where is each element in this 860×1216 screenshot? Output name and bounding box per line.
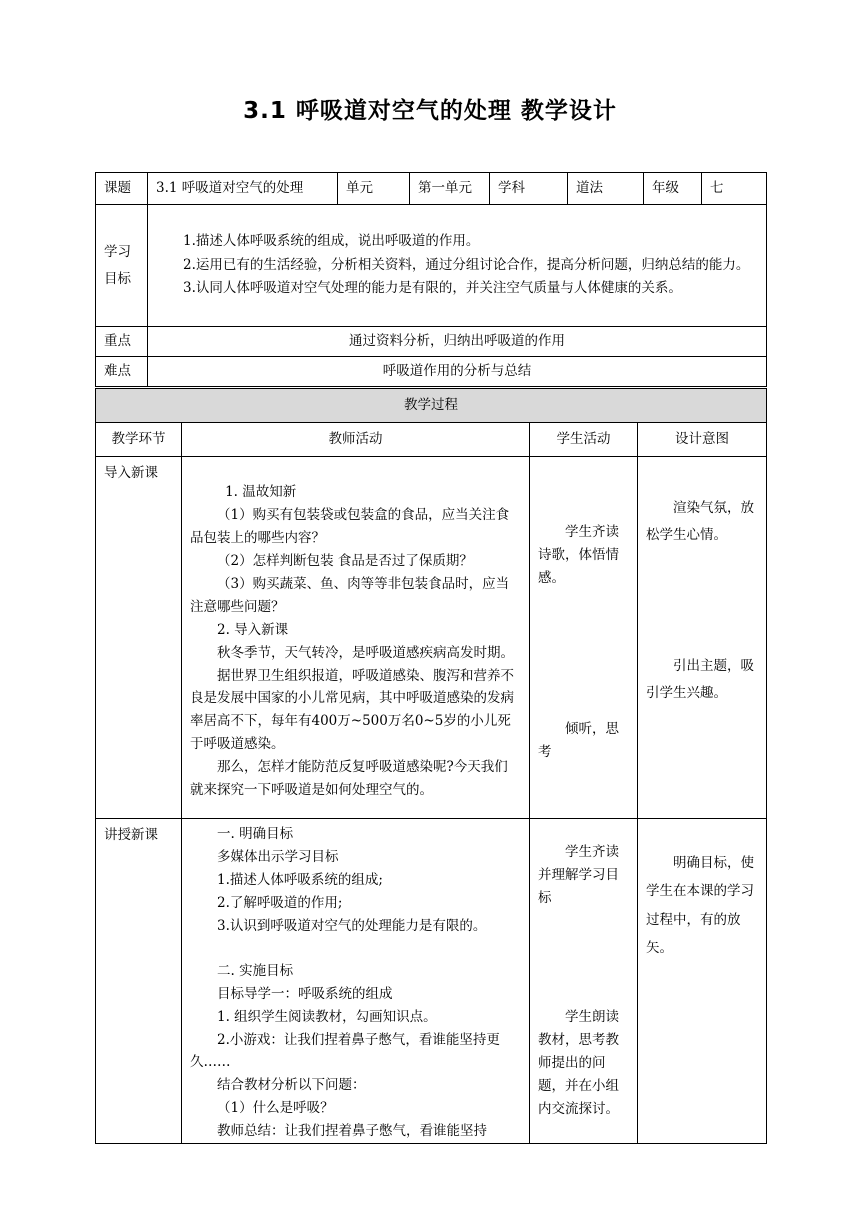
goal-item: 3.认同人体呼吸道对空气处理的能力是有限的，并关注空气质量与人体健康的关系。 xyxy=(183,280,682,297)
teacher-activity: 一. 明确目标 多媒体出示学习目标 1.描述人体呼吸系统的组成; 2.了解呼吸道的作用; 3.认识到呼吸道对空气的处理能力是有限的。 二. 实施目标 目标导学一：呼吸系统的组成 1. 组织学生阅读教材，勾画知识点。 2.小游戏：让我们捏着鼻子憋气，看谁能坚持更久…… 结合教材分析以下问题： （1）什么是呼吸？ 教师总结：让我们捏着鼻子憋气，看谁能坚持 xyxy=(182,819,530,1144)
student-activity: 学生齐读并理解学习目标 学生朗读教材，思考教师提出的问题，并在小组内交流探讨。 xyxy=(530,819,638,1144)
goal-item: 1.描述人体呼吸系统的组成，说出呼吸道的作用。 xyxy=(183,233,480,250)
subject-value: 道法 xyxy=(568,173,644,205)
unit-value: 第一单元 xyxy=(410,173,490,205)
unit-label: 单元 xyxy=(338,173,410,205)
key-label: 重点 xyxy=(96,327,148,357)
student-activity: 学生齐读诗歌，体悟情感。 倾听，思考 xyxy=(530,457,638,819)
course-label: 课题 xyxy=(96,173,148,205)
table-row xyxy=(96,457,767,819)
column-header: 教学环节 xyxy=(96,423,182,457)
key-value: 通过资料分析，归纳出呼吸道的作用 xyxy=(148,327,767,357)
info-table xyxy=(95,172,767,387)
grade-label: 年级 xyxy=(644,173,702,205)
stage-cell: 导入新课 xyxy=(96,457,182,819)
column-header: 设计意图 xyxy=(638,423,767,457)
course-value: 3.1 呼吸道对空气的处理 xyxy=(148,173,338,205)
column-header: 教师活动 xyxy=(182,423,530,457)
document-title: 3.1 呼吸道对空气的处理 教学设计 xyxy=(243,98,617,124)
process-header: 教学过程 xyxy=(96,389,767,423)
goals-content xyxy=(148,205,767,327)
difficult-label: 难点 xyxy=(96,357,148,387)
stage-cell: 讲授新课 xyxy=(96,819,182,1144)
subject-label: 学科 xyxy=(490,173,568,205)
table-row xyxy=(96,819,767,1144)
goals-label: 学习 目标 xyxy=(96,205,148,327)
design-intent: 明确目标，使学生在本课的学习过程中，有的放矢。 xyxy=(638,819,767,1144)
column-header: 学生活动 xyxy=(530,423,638,457)
teacher-activity: 1. 温故知新 （1）购买有包装袋或包装盒的食品，应当关注食品包装上的哪些内容？ （2）怎样判断包装 食品是否过了保质期？ （3）购买蔬菜、鱼、肉等等非包装食品时，应当注意哪些问题？ 2. 导入新课 秋冬季节，天气转冷，是呼吸道感疾病高发时期。 据世界卫生组织报道，呼吸道感染、腹泻和营养不良是发展中国家的小儿常见病，其中呼吸道感染的发病率居高不下，每年有400万~500万名0~5岁的小儿死于呼吸道感染。 那么，怎样才能防范反复呼吸道感染呢?今天我们就来探究一下呼吸道是如何处理空气的。 xyxy=(182,457,530,819)
difficult-value: 呼吸道作用的分析与总结 xyxy=(148,357,767,387)
goal-item: 2.运用已有的生活经验，分析相关资料，通过分组讨论合作，提高分析问题，归纳总结的能力。 xyxy=(183,256,750,273)
grade-value: 七 xyxy=(702,173,767,205)
design-intent: 渲染气氛，放松学生心情。 引出主题，吸引学生兴趣。 xyxy=(638,457,767,819)
process-table xyxy=(95,388,767,1144)
